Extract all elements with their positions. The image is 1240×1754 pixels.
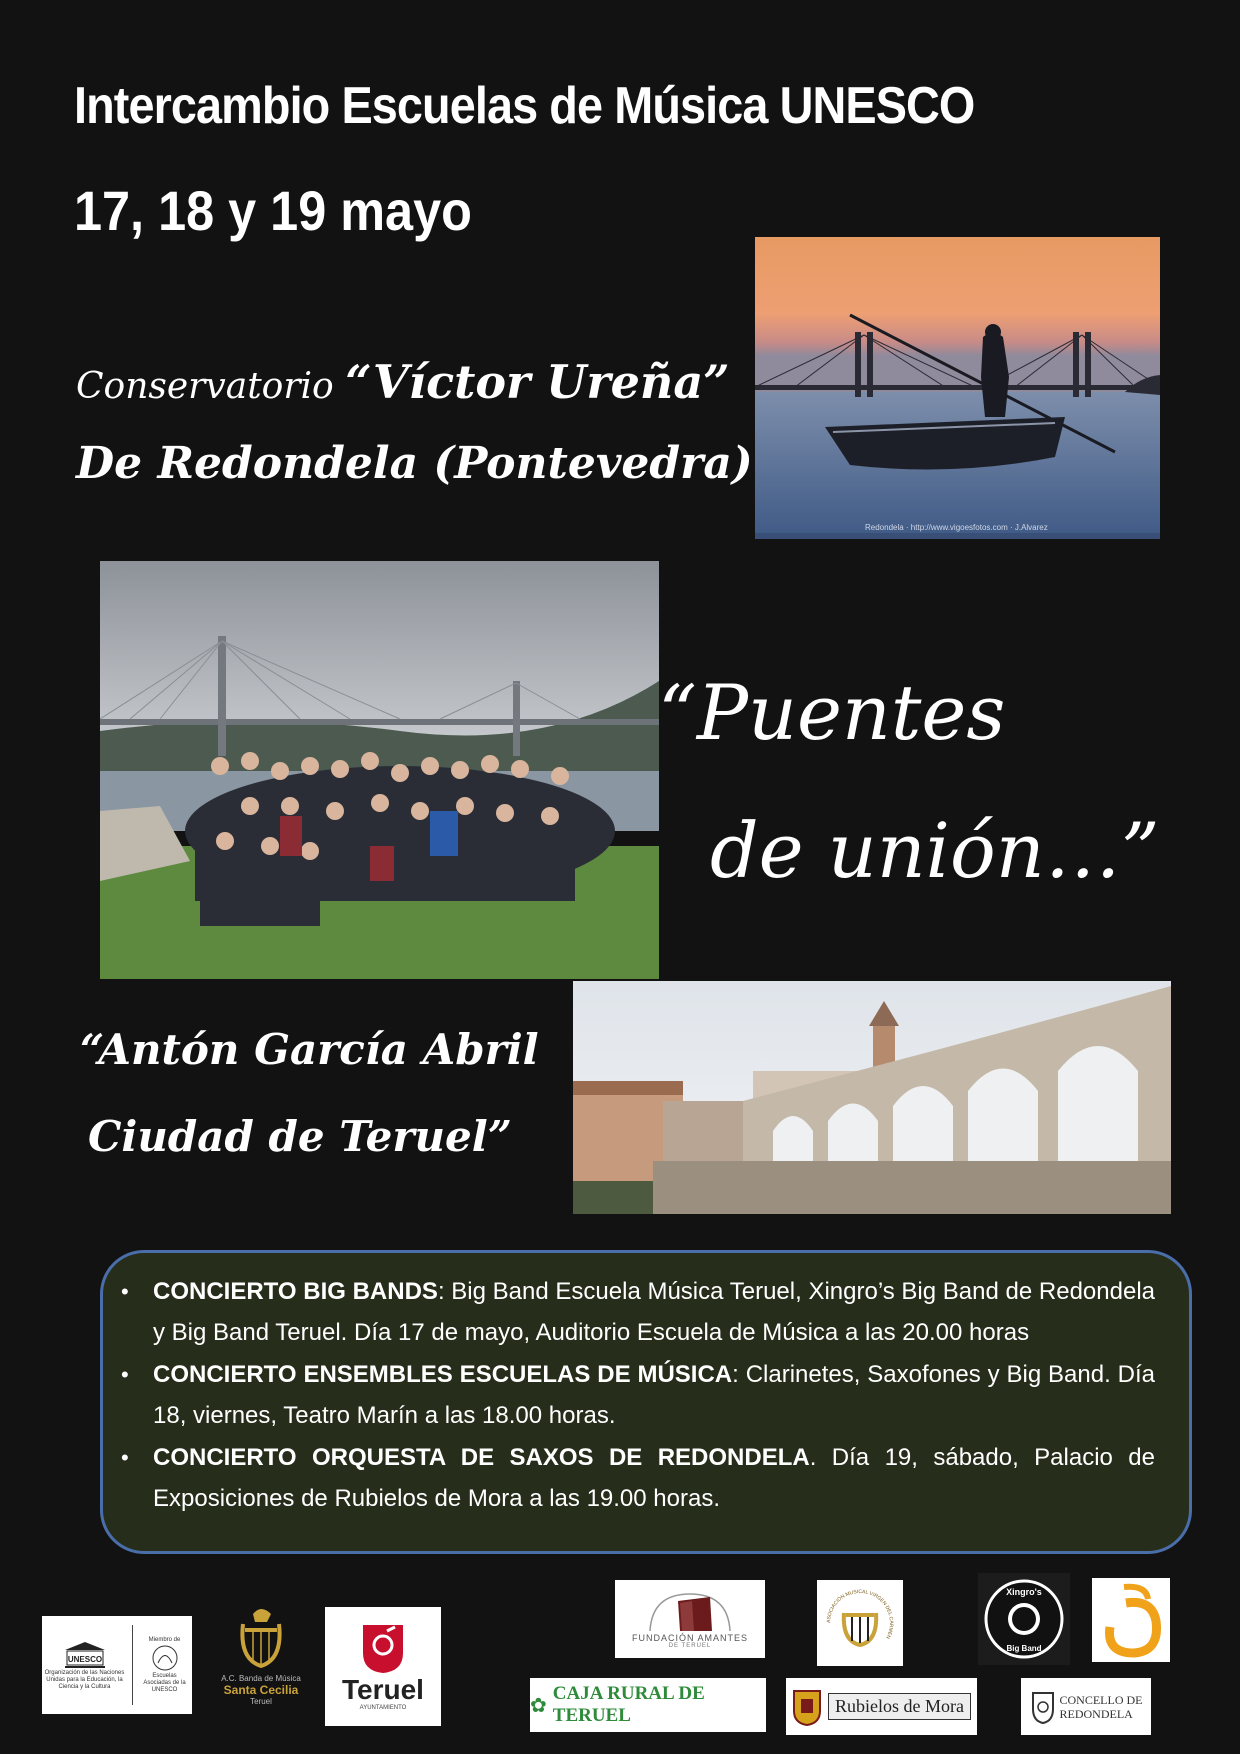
- caja-rural-logo: ✿ CAJA RURAL DE TERUEL: [530, 1678, 766, 1732]
- event-description: Día 19, sábado, Palacio de Exposiciones de Rubielos de Mora a las 19.00 horas.: [153, 1444, 1155, 1512]
- svg-text:Xingro's: Xingro's: [1006, 1587, 1042, 1597]
- unesco-temple-icon: [62, 1640, 108, 1670]
- amantes-building-icon: [640, 1589, 740, 1633]
- teruel-shield-icon: [361, 1623, 405, 1675]
- fundacion-amantes-logo: FUNDACIÓN AMANTES DE TERUEL: [615, 1580, 765, 1658]
- conservatorio-prefix: Conservatorio: [76, 366, 334, 407]
- xingros-big-band-logo: [978, 1573, 1070, 1665]
- conservatorio-line: [76, 355, 730, 409]
- event-description: Clarinetes, Saxofones y Big Band. Día 18, viernes, Teatro Marín a las 18.00 horas.: [153, 1361, 1155, 1429]
- xingros-badge-icon: [982, 1577, 1066, 1661]
- teruel-aqueduct-photo: [573, 981, 1171, 1214]
- conservatorio-location: De Redondela (Pontevedra): [76, 438, 753, 489]
- leaf-icon: ✿: [530, 1693, 547, 1717]
- svg-text:UNESCO: UNESCO: [67, 1654, 102, 1664]
- santa-cecilia-logo: A.C. Banda de Música Santa Cecilia Teruel: [216, 1604, 306, 1724]
- lyre-icon: [233, 1604, 289, 1674]
- event-item-big-bands: • CONCIERTO BIG BANDS: Big Band Escuela Música Teruel, Xingro’s Big Band de Redondela y Big Band Teruel. Día 17 de mayo, Auditorio Escuela de Música a las 20.00 horas: [153, 1271, 1155, 1353]
- aspnet-globe-icon: [150, 1643, 180, 1673]
- group-bridge-photo: [100, 561, 659, 979]
- events-list: [103, 1253, 1189, 1519]
- school-name-line-2: Ciudad de Teruel”: [88, 1112, 512, 1161]
- saxophone-logo: [1092, 1578, 1170, 1662]
- conservatorio-name: “Víctor Ureña”: [345, 355, 730, 409]
- motto-line-1: “Puentes: [658, 668, 1006, 757]
- unesco-org-text: Organización de las Naciones Unidas para la Educación, la Ciencia y la Cultura: [44, 1669, 125, 1690]
- redondela-shield-icon: [1030, 1689, 1056, 1725]
- school-name-line-1: “Antón García Abril: [80, 1025, 539, 1074]
- event-description: Big Band Escuela Música Teruel, Xingro’s Big Band de Redondela y Big Band Teruel. Día 17 de mayo, Auditorio Escuela de Música a las 20.00 horas: [153, 1278, 1155, 1346]
- events-box: [100, 1250, 1192, 1554]
- boat-photo-credit: Redondela · http://www.vigoesfotos.com · J.Alvarez: [865, 523, 1048, 532]
- unesco-logo: UNESCO Organización de las Naciones Unidas para la Educación, la Ciencia y la Cultura Miembro de Escuelas Asociadas de la UNESCO: [42, 1616, 192, 1714]
- music-association-seal-icon: [820, 1583, 900, 1663]
- event-title: CONCIERTO ENSEMBLES ESCUELAS DE MÚSICA: [153, 1361, 733, 1388]
- saxophone-icon: [1096, 1581, 1166, 1659]
- rubielos-logo: Rubielos de Mora: [786, 1678, 977, 1735]
- poster-title: Intercambio Escuelas de Música UNESCO: [74, 77, 975, 135]
- svg-text:ASOCIACIÓN MUSICAL VIRGEN DEL: ASOCIACIÓN MUSICAL VIRGEN DEL CARMEN: [825, 1588, 895, 1640]
- event-item-ensembles: • CONCIERTO ENSEMBLES ESCUELAS DE MÚSICA: Clarinetes, Saxofones y Big Band. Día 18, viernes, Teatro Marín a las 18.00 horas.: [153, 1354, 1155, 1436]
- svg-text:Big Band: Big Band: [1006, 1644, 1042, 1653]
- concello-redondela-logo: CONCELLO DE REDONDELA: [1021, 1678, 1151, 1735]
- rubielos-shield-icon: [792, 1687, 822, 1727]
- boat-sunset-photo: [755, 237, 1160, 539]
- virgen-carmen-logo: [817, 1580, 903, 1666]
- teruel-council-logo: Teruel AYUNTAMIENTO: [325, 1607, 441, 1726]
- event-title: CONCIERTO ORQUESTA DE SAXOS DE REDONDELA: [153, 1444, 810, 1471]
- event-title: CONCIERTO BIG BANDS: [153, 1278, 438, 1305]
- event-dates: 17, 18 y 19 mayo: [74, 179, 472, 242]
- motto-line-2: de unión…”: [710, 806, 1160, 895]
- event-item-saxos: • CONCIERTO ORQUESTA DE SAXOS DE REDONDELA. Día 19, sábado, Palacio de Exposiciones de Rubielos de Mora a las 19.00 horas.: [153, 1437, 1155, 1519]
